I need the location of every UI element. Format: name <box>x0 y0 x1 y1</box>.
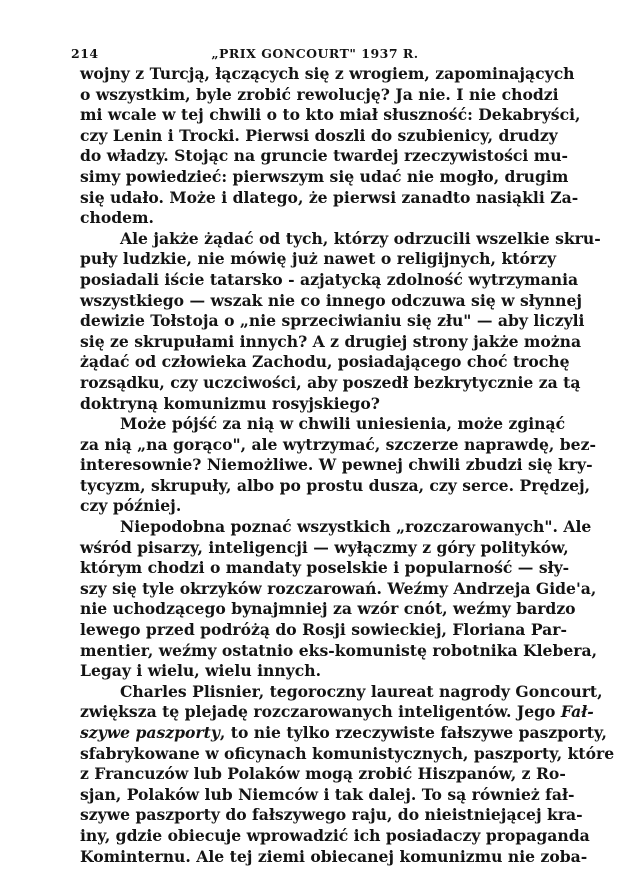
text-span: Niepodobna poznać wszystkich „rozczarowanych". Ale <box>120 517 592 537</box>
text-line <box>80 187 579 209</box>
text-span: Charles Plisnier, tegoroczny laureat nagrody Goncourt, <box>120 681 603 701</box>
text-span: Kominternu. Ale tej ziemi obiecanej komunizmu nie zoba- <box>80 846 588 866</box>
text-span: sjan, Polaków lub Niemców i tak dalej. To są również fał- <box>80 784 575 804</box>
text-line <box>80 290 583 312</box>
text-span: posiadali iście tatarsko - azjatycką zdolność wytrzymania <box>80 269 579 289</box>
text-line <box>80 331 582 353</box>
paragraph <box>80 681 615 867</box>
page-number: 214 <box>71 46 99 61</box>
text-span: mi wcale w tej chwili o to kto miał słuszność: Dekabryści, <box>80 105 581 125</box>
text-span: sfabrykowane w oficynach komunistycznych, paszporty, które <box>80 743 615 763</box>
text-span: o wszystkim, byle zrobić rewolucję? Ja nie. I nie chodzi <box>80 84 559 104</box>
text-span: rozsądku, czy uczciwości, aby poszedł bezkrytycznie za tą <box>80 372 581 392</box>
text-span: się udało. Może i dlatego, że pierwsi zanadto nasiąkli Za- <box>80 187 579 207</box>
text-line <box>80 249 556 270</box>
text-span: tycyzm, skrupuły, albo po prostu dusza, czy serce. Prędzej, <box>80 475 591 495</box>
text-line <box>80 64 575 85</box>
text-span: chodem. <box>80 208 154 228</box>
page-body-text <box>80 64 615 867</box>
text-line <box>80 620 567 641</box>
text-line <box>80 496 556 517</box>
text-line <box>80 414 566 435</box>
text-line <box>80 517 592 538</box>
text-span: puły ludzkie, nie mówię już nawet o religijnych, którzy <box>80 249 556 269</box>
text-line <box>80 475 591 497</box>
text-line <box>80 372 581 394</box>
text-span: szywe paszporty do fałszywego raju, do nieistniejącej kra- <box>80 805 583 825</box>
text-span: czy później. <box>80 496 182 516</box>
text-span: lewego przed podróżą do Rosji sowieckiej, Floriana Par- <box>80 620 567 640</box>
text-span: iny, gdzie obiecuje wprowadzić ich posiadaczy propaganda <box>80 825 590 845</box>
paragraph <box>80 517 598 682</box>
text-line <box>80 84 559 106</box>
text-line <box>80 764 566 785</box>
text-line <box>80 208 556 229</box>
text-span: dewizie Tołstoja o „nie sprzeciwianiu się złu" — aby liczyli <box>80 311 585 331</box>
text-span: Może pójść za nią w chwili uniesienia, może zginąć <box>120 414 566 434</box>
text-span: wojny z Turcją, łączących się z wrogiem, zapominających <box>80 64 575 83</box>
text-line <box>80 661 556 682</box>
text-span: mentier, weźmy ostatnio eks-komunistę robotnika Klebera, <box>80 640 598 660</box>
text-line <box>80 558 570 579</box>
text-line <box>80 105 581 126</box>
text-span: interesownie? Niemożliwe. W pewnej chwili zbudzi się kry- <box>80 455 593 475</box>
text-span: nie uchodzącego bynajmniej za wzór cnót, weźmy bardzo <box>80 599 576 619</box>
text-line <box>80 599 576 620</box>
running-title: „PRIX GONCOURT" 1937 R. <box>211 46 419 61</box>
text-span: za nią „na gorąco", ale wytrzymać, szczerze naprawdę, bez- <box>80 434 596 454</box>
text-line <box>80 311 585 332</box>
paragraph <box>80 228 601 414</box>
text-line <box>80 681 603 703</box>
text-line <box>80 228 601 250</box>
paragraph <box>80 64 581 229</box>
text-span: zwiększa tę plejadę rozczarowanych inteligentów. Jego <box>80 702 561 722</box>
text-line <box>80 702 594 723</box>
text-span: wszystkiego — wszak nie co innego odczuwa się w słynnej <box>80 290 583 310</box>
text-span: , to nie tylko rzeczywiste fałszywe paszporty, <box>219 723 607 742</box>
text-span: simy powiedzieć: pierwszym się udać nie mogło, drugim <box>80 166 569 186</box>
text-span: żądać od człowieka Zachodu, posiadającego choć trochę <box>80 352 570 372</box>
text-line <box>80 166 569 188</box>
text-line <box>80 578 597 600</box>
text-line <box>80 434 596 456</box>
text-span: wśród pisarzy, inteligencji — wyłączmy z góry polityków, <box>80 537 569 557</box>
text-span: do władzy. Stojąc na gruncie twardej rzeczywistości mu- <box>80 146 569 166</box>
text-line <box>80 394 556 415</box>
text-line <box>80 784 575 806</box>
text-span: się ze skrupułami innych? A z drugiej strony jakże można <box>80 331 582 351</box>
text-line <box>80 537 569 559</box>
italic-title: szywe paszporty <box>80 723 220 742</box>
text-span: Ale jakże żądać od tych, którzy odrzucili wszelkie skru- <box>120 228 601 248</box>
text-span: Legay i wielu, wielu innych. <box>80 661 322 681</box>
text-line <box>80 146 569 167</box>
text-line <box>80 269 579 291</box>
text-line <box>80 825 590 847</box>
text-line <box>80 640 598 662</box>
text-span: którym chodzi o mandaty poselskie i popularność — sły- <box>80 558 570 578</box>
text-line <box>80 846 588 868</box>
italic-title: Fał- <box>560 702 594 722</box>
text-span: szy się tyle okrzyków rozczarowań. Weźmy Andrzeja Gide'a, <box>80 578 597 598</box>
text-line <box>80 352 570 373</box>
text-line <box>80 455 593 476</box>
paragraph <box>80 414 596 517</box>
text-span: z Francuzów lub Polaków mogą zrobić Hiszpanów, z Ro- <box>80 764 566 784</box>
text-span: czy Lenin i Trocki. Pierwsi doszli do szubienicy, drudzy <box>80 125 558 145</box>
text-line <box>80 126 556 147</box>
text-line <box>80 723 607 744</box>
text-span: doktryną komunizmu rosyjskiego? <box>80 393 380 413</box>
text-line <box>80 805 583 826</box>
text-line <box>80 743 615 765</box>
